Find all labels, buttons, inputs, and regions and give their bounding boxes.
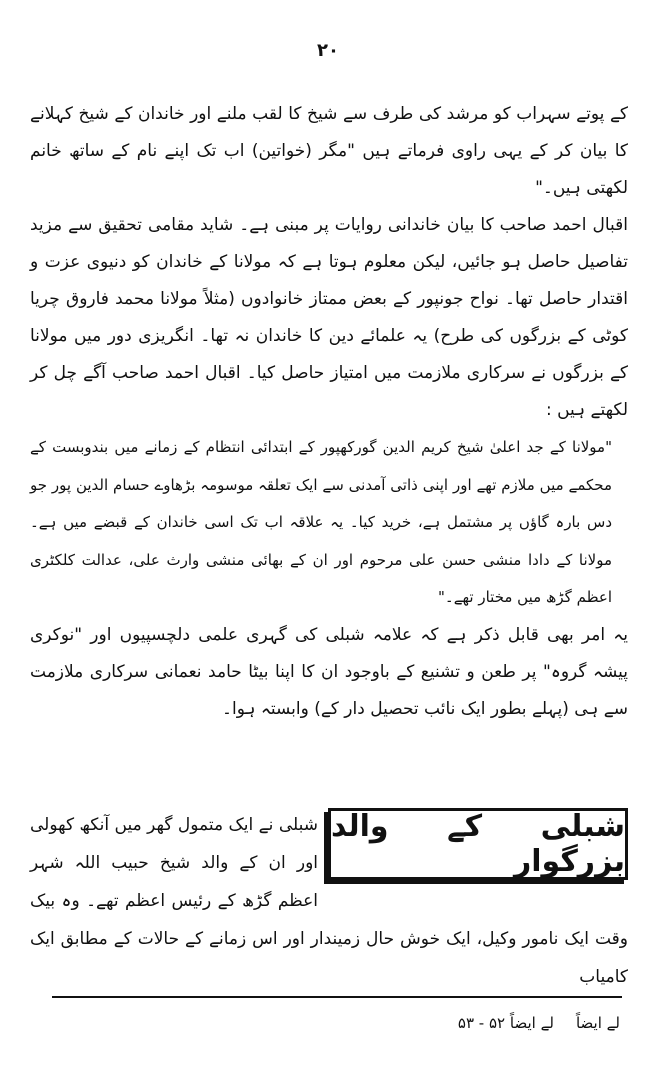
section-text: شبلی نے ایک متمول گھر میں آنکھ کھولی اور ان کے والد شیخ حبیب اللہ شہر اعظم گڑھ کے رئیس اعظم تھے۔ وہ بیک وقت ایک نامور وکیل، ایک خوش حال زمیندار اور اس زمانے کے حالات کے مطابق ایک کامیاب — [30, 815, 628, 987]
paragraph-3: یہ امر بھی قابل ذکر ہے کہ علامہ شبلی کی گہری علمی دلچسپیوں اور "نوکری پیشہ گروہ" پر طعن و تشنیع کے باوجود ان کا اپنا بیٹا حامد نعمانی سرکاری ملازمت سے ہی (پہلے بطور ایک نائب تحصیل دار کے) وابستہ ہوا۔ — [30, 624, 628, 719]
block-quote: "مولانا کے جد اعلیٰ شیخ کریم الدین گورکھپور کے ابتدائی انتظام کے زمانے میں بندوبست کے محکمے میں ملازم تھے اور اپنی ذاتی آمدنی سے ایک تعلقہ موسومہ بڑھاوے حسام الدین پور جو دس بارہ گاؤں پر مشتمل ہے، خرید کیا۔ یہ علاقہ اب تک اسی خاندان کے قبضے میں ہے۔ مولانا کے دادا منشی حسن علی مرحوم اور ان کے بھائی منشی وارث علی، عدالت کلکٹری اعظم گڑھ میں مختار تھے۔" — [30, 438, 612, 606]
section-father — [30, 806, 628, 996]
paragraph-2: اقبال احمد صاحب کا بیان خاندانی روایات پر مبنی ہے۔ شاید مقامی تحقیق سے مزید تفاصیل حاصل ہو جائیں، لیکن معلوم ہوتا ہے کہ مولانا کے خاندان کو دنیوی عزت و اقتدار حاصل تھا۔ نواح جونپور کے بعض ممتاز خانوادوں (مثلاً مولانا محمد فاروق چریا کوٹی کے بزرگوں کی طرح) یہ علمائے دین کا خاندان نہ تھا۔ انگریزی دور میں مولانا کے بزرگوں نے سرکاری ملازمت میں امتیاز حاصل کیا۔ اقبال احمد صاحب آگے چل کر لکھتے ہیں : — [30, 215, 628, 420]
footnote-2: لے ایضاً ۵۲ - ۵۳ — [457, 1014, 554, 1032]
page-number: ۲۰ — [317, 40, 339, 61]
body-text — [30, 96, 628, 728]
footnote-divider — [52, 996, 622, 998]
section-heading: شبلی کے والد بزرگوار — [328, 808, 628, 880]
footnotes — [300, 1014, 620, 1032]
footnote-1: لے ایضاً — [575, 1014, 620, 1032]
paragraph-1: کے پوتے سہراب کو مرشد کی طرف سے شیخ کا لقب ملنے اور خاندان کے شیخ کہلانے کا بیان کر کے یہی راوی فرماتے ہیں "مگر (خواتین) اب تک اپنے نام کے ساتھ خانم لکھتی ہیں۔" — [30, 104, 628, 198]
